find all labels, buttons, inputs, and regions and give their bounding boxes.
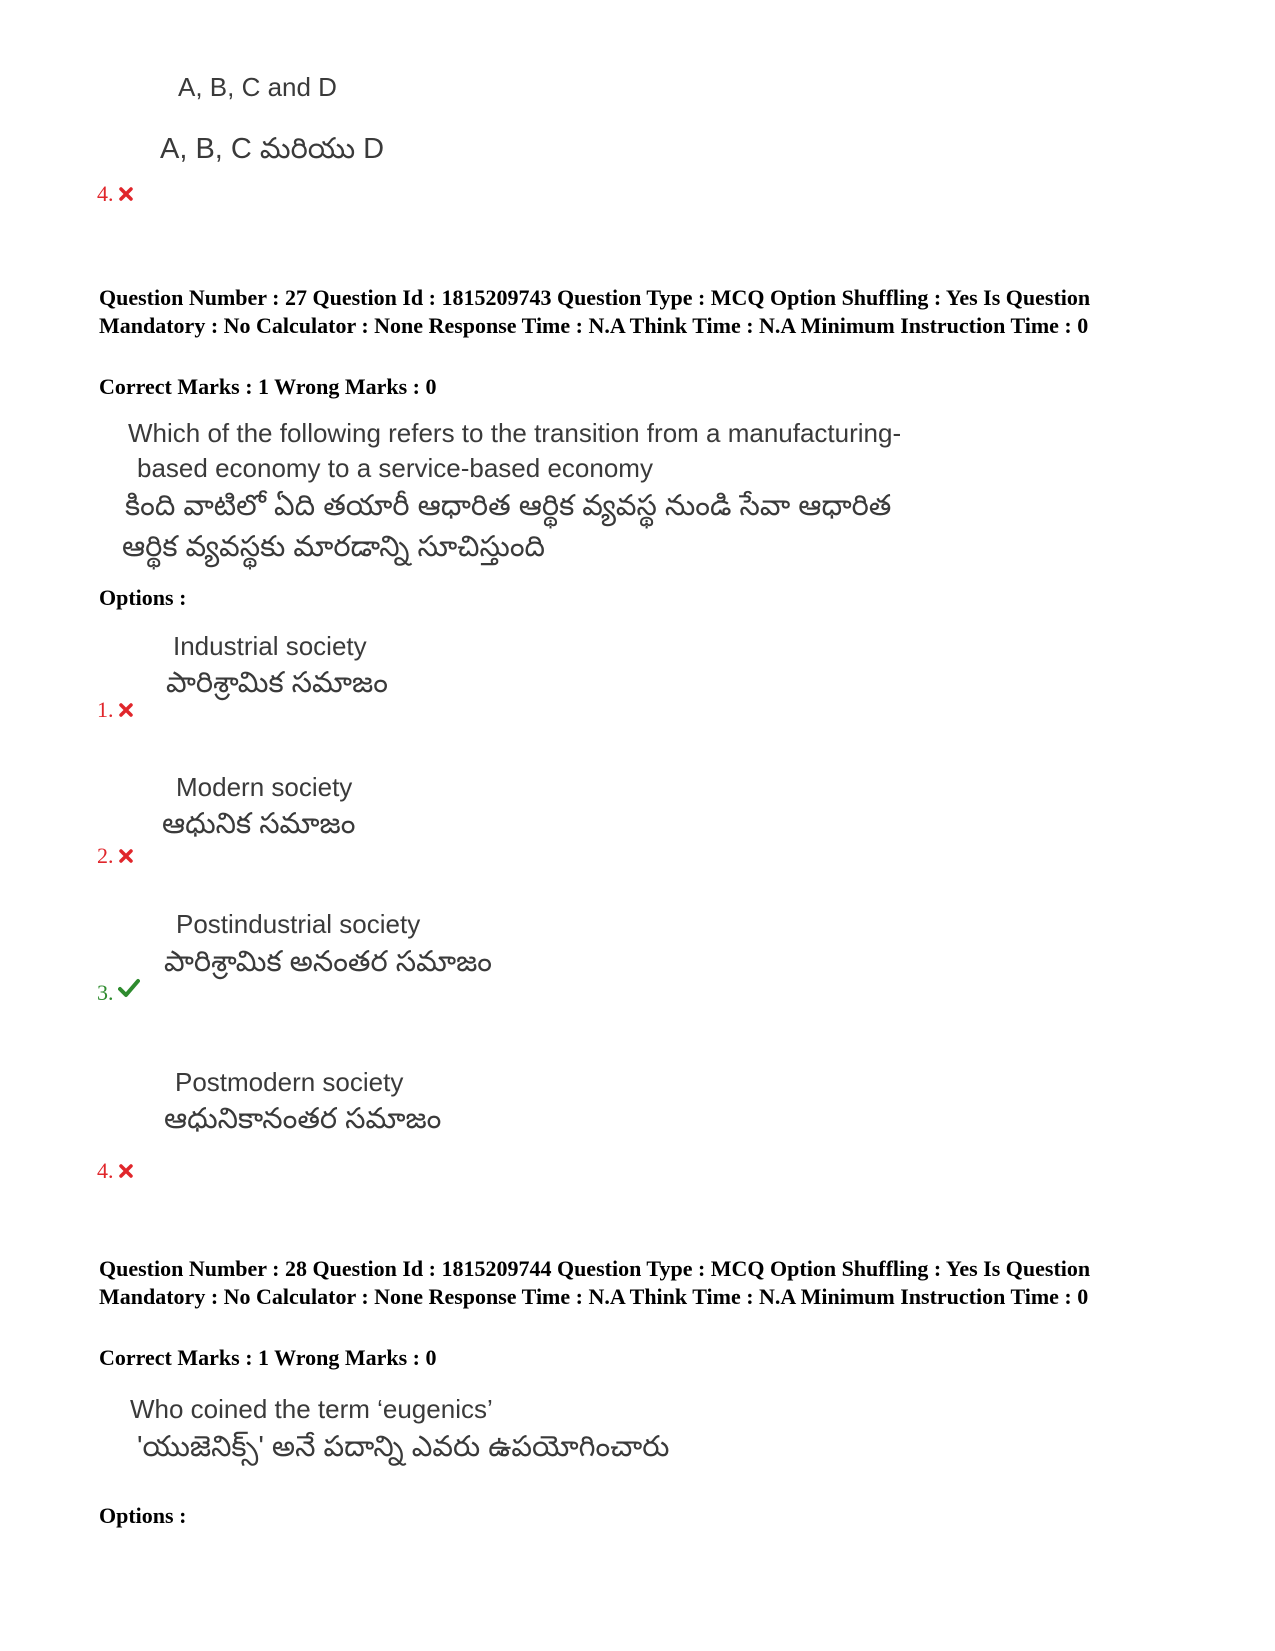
option-number-label: 3.	[97, 980, 114, 1005]
option-2-number	[97, 843, 134, 869]
prev-option-4-number	[97, 181, 134, 207]
question-27-text-english-line2: based economy to a service-based economy	[137, 453, 653, 483]
option-1-number	[97, 697, 134, 723]
cross-icon	[118, 1163, 134, 1179]
question-27-options-label: Options :	[99, 585, 187, 610]
option-3-number	[97, 980, 140, 1006]
option-number-label: 1.	[97, 697, 114, 722]
check-icon	[118, 978, 140, 998]
question-28-text-telugu: 'యుజెనిక్స్' అనే పదాన్ని ఎవరు ఉపయోగించారు	[137, 1431, 670, 1463]
option-4-telugu: ఆధునికానంతర సమాజం	[164, 1103, 442, 1135]
question-28-marks: Correct Marks : 1 Wrong Marks : 0	[99, 1345, 437, 1370]
question-28-meta: Question Number : 28 Question Id : 1815209744 Question Type : MCQ Option Shuffling : Yes Is Question Mandatory : No Calculator : None Response Time : N.A Think Time : N.A Minimum Instruction Time : 0	[99, 1256, 1091, 1309]
option-number-label: 2.	[97, 843, 114, 868]
option-4-english: Postmodern society	[175, 1067, 404, 1097]
question-27-text-telugu-line2: ఆర్థిక వ్యవస్థకు మారడాన్ని సూచిస్తుంది	[122, 531, 546, 563]
option-number-label: 4.	[97, 181, 114, 206]
option-3-english: Postindustrial society	[176, 909, 421, 939]
option-4-number	[97, 1158, 134, 1184]
question-28-options-label: Options :	[99, 1503, 187, 1528]
prev-option-4-english: A, B, C and D	[178, 72, 337, 102]
prev-option-4-telugu: A, B, C మరియు D	[160, 133, 385, 165]
question-27-marks: Correct Marks : 1 Wrong Marks : 0	[99, 374, 437, 399]
cross-icon	[118, 848, 134, 864]
option-2-english: Modern society	[176, 772, 353, 802]
question-27-meta: Question Number : 27 Question Id : 1815209743 Question Type : MCQ Option Shuffling : Yes Is Question Mandatory : No Calculator : None Response Time : N.A Think Time : N.A Minimum Instruction Time : 0	[99, 285, 1091, 338]
option-1-english: Industrial society	[173, 631, 367, 661]
question-27-text-english-line1: Which of the following refers to the transition from a manufacturing-	[128, 418, 902, 448]
option-3-telugu: పారిశ్రామిక అనంతర సమాజం	[164, 946, 492, 978]
question-27-text-telugu-line1: కింది వాటిలో ఏది తయారీ ఆధారిత ఆర్థిక వ్యవస్థ నుండి సేవా ఆధారిత	[125, 490, 892, 522]
option-1-telugu: పారిశ్రామిక సమాజం	[166, 667, 388, 699]
cross-icon	[118, 702, 134, 718]
cross-icon	[118, 186, 134, 202]
option-number-label: 4.	[97, 1158, 114, 1183]
question-28-text-english: Who coined the term ‘eugenics’	[130, 1394, 493, 1424]
option-2-telugu: ఆధునిక సమాజం	[162, 808, 356, 840]
